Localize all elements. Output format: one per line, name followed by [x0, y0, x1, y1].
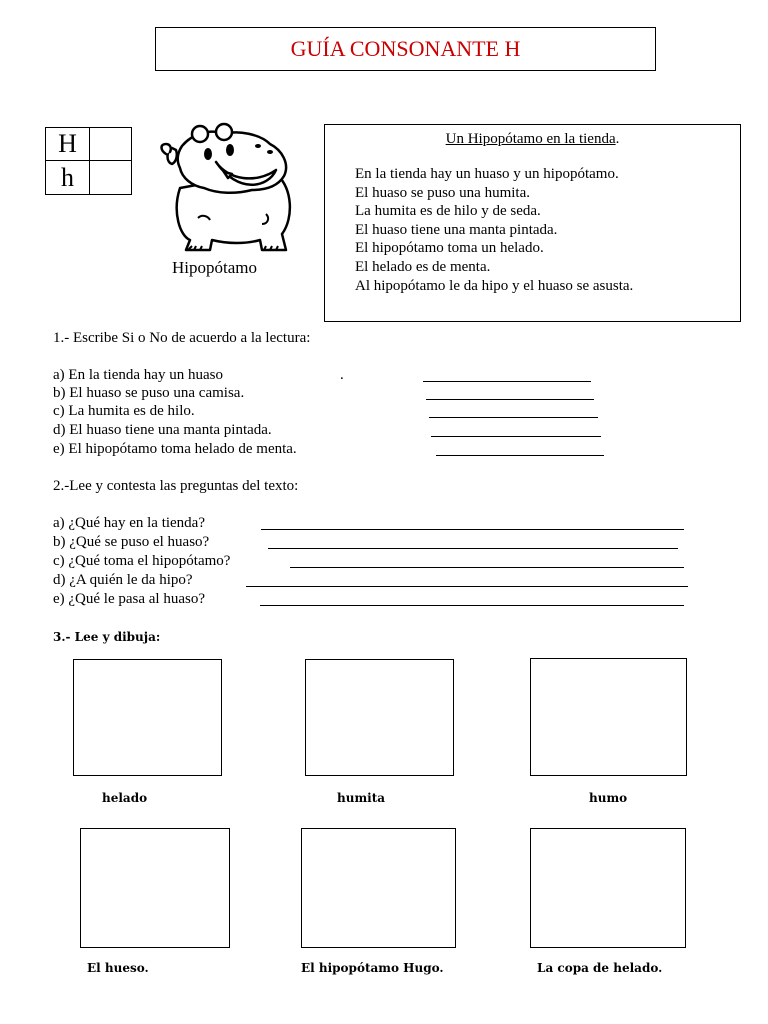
question-item: b) ¿Qué se puso el huaso? [53, 534, 210, 550]
question-item: c) ¿Qué toma el hipopótamo? [53, 553, 231, 569]
question-answer-line[interactable] [268, 548, 678, 549]
question-answer-line[interactable] [261, 529, 684, 530]
story-line: En la tienda hay un huaso y un hipopótamo. [355, 166, 619, 182]
drawing-box[interactable] [301, 828, 456, 948]
question-item: a) ¿Qué hay en la tienda? [53, 515, 205, 531]
section1-heading: 1.- Escribe Si o No de acuerdo a la lectura: [53, 330, 311, 346]
drawing-box[interactable] [73, 659, 222, 776]
yes-no-answer-line[interactable] [429, 417, 598, 418]
yes-no-answer-line[interactable] [423, 381, 591, 382]
drawing-box[interactable] [530, 658, 687, 776]
uppercase-letter: H [46, 128, 90, 161]
yes-no-answer-line[interactable] [436, 455, 604, 456]
yes-no-answer-line[interactable] [426, 399, 594, 400]
story-title: Un Hipopótamo en la tienda. [445, 131, 620, 147]
yes-no-item: a) En la tienda hay un huaso [53, 367, 223, 383]
story-line: El helado es de menta. [355, 258, 491, 275]
story-line: La humita es de hilo y de seda. [355, 203, 541, 220]
drawing-label: El hueso. [87, 961, 149, 975]
hippo-icon [158, 118, 300, 256]
page-title: GUÍA CONSONANTE H [155, 27, 656, 71]
story-line: El huaso se puso una humita. [355, 184, 530, 201]
question-answer-line[interactable] [260, 605, 684, 606]
letter-grid-blank [90, 161, 132, 194]
drawing-box[interactable] [530, 828, 686, 948]
yes-no-item: b) El huaso se puso una camisa. [53, 385, 245, 401]
drawing-label: El hipopótamo Hugo. [301, 961, 444, 975]
letter-grid [45, 127, 132, 195]
yes-no-answer-line[interactable] [431, 436, 601, 437]
question-item: e) ¿Qué le pasa al huaso? [53, 591, 206, 607]
drawing-box[interactable] [305, 659, 454, 776]
story-text [355, 165, 633, 295]
story-line: El hipopótamo toma un helado. [355, 240, 544, 257]
story-box [324, 124, 741, 322]
letter-grid-blank [90, 128, 132, 161]
hippo-label: Hipopótamo [172, 258, 257, 277]
drawing-label: La copa de helado. [537, 961, 663, 975]
section3-heading: 3.- Lee y dibuja: [53, 630, 161, 644]
yes-no-item: e) El hipopótamo toma helado de menta. [53, 441, 297, 457]
question-item: d) ¿A quién le da hipo? [53, 572, 193, 588]
question-answer-line[interactable] [290, 567, 684, 568]
section2-heading: 2.-Lee y contesta las preguntas del texto: [53, 478, 299, 494]
yes-no-item-period: . [340, 367, 344, 383]
drawing-label: humo [589, 791, 628, 805]
drawing-label: helado [102, 791, 148, 805]
story-line: El huaso tiene una manta pintada. [355, 221, 558, 238]
story-line: Al hipopótamo le da hipo y el huaso se asusta. [355, 277, 634, 294]
drawing-label: humita [337, 791, 386, 805]
question-answer-line[interactable] [246, 586, 688, 587]
lowercase-letter: h [46, 161, 90, 194]
drawing-box[interactable] [80, 828, 230, 948]
yes-no-item: d) El huaso tiene una manta pintada. [53, 422, 272, 438]
yes-no-item: c) La humita es de hilo. [53, 403, 195, 419]
